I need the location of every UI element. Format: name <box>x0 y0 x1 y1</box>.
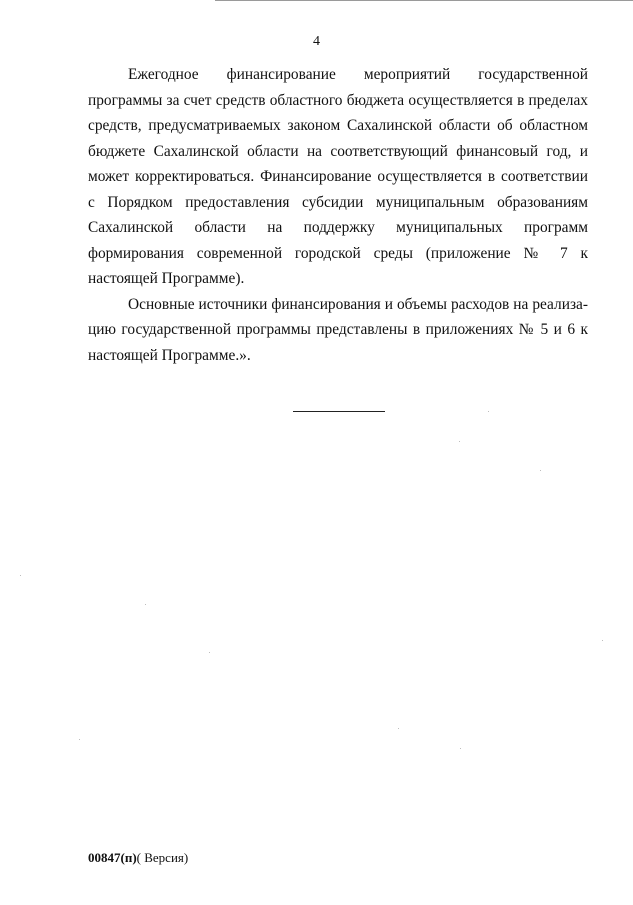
scan-speck <box>79 739 80 740</box>
scan-speck <box>398 728 399 729</box>
page-number: 4 <box>313 34 320 49</box>
paragraph-financing: Ежегодное финансирование мероприятий государственной программы за счет средств областного бюджета осуществляется в пределах средств, предусматриваемых законом Сахалинской области об областном бюджете Сахалинской области на соответствующий финансовый год, и может корректироваться. Финансирование осуществляется в соответствии с Порядком предоставления субсидии муниципальным образованиям Сахалинской области на поддержку муниципальных программ формирования современной городской среды (приложение № 7 к настоящей Программе). <box>88 66 588 287</box>
scan-speck <box>602 640 603 641</box>
section-divider <box>293 411 385 412</box>
scan-speck <box>460 748 461 749</box>
document-code: 00847(п) <box>88 850 137 865</box>
scan-speck <box>488 411 489 412</box>
document-body <box>88 62 588 368</box>
document-version: ( Версия) <box>136 850 189 865</box>
scan-speck <box>540 470 541 471</box>
scan-speck <box>145 604 146 605</box>
scan-speck <box>459 441 460 442</box>
scan-speck <box>209 652 210 653</box>
paragraph-sources: Основные источники финансирования и объемы расходов на реализацию государственной программы представлены в приложениях № 5 и 6 к настоящей Программе.». <box>88 295 588 364</box>
scan-speck <box>20 575 21 576</box>
top-scan-rule <box>215 0 633 1</box>
document-footer <box>88 850 188 866</box>
